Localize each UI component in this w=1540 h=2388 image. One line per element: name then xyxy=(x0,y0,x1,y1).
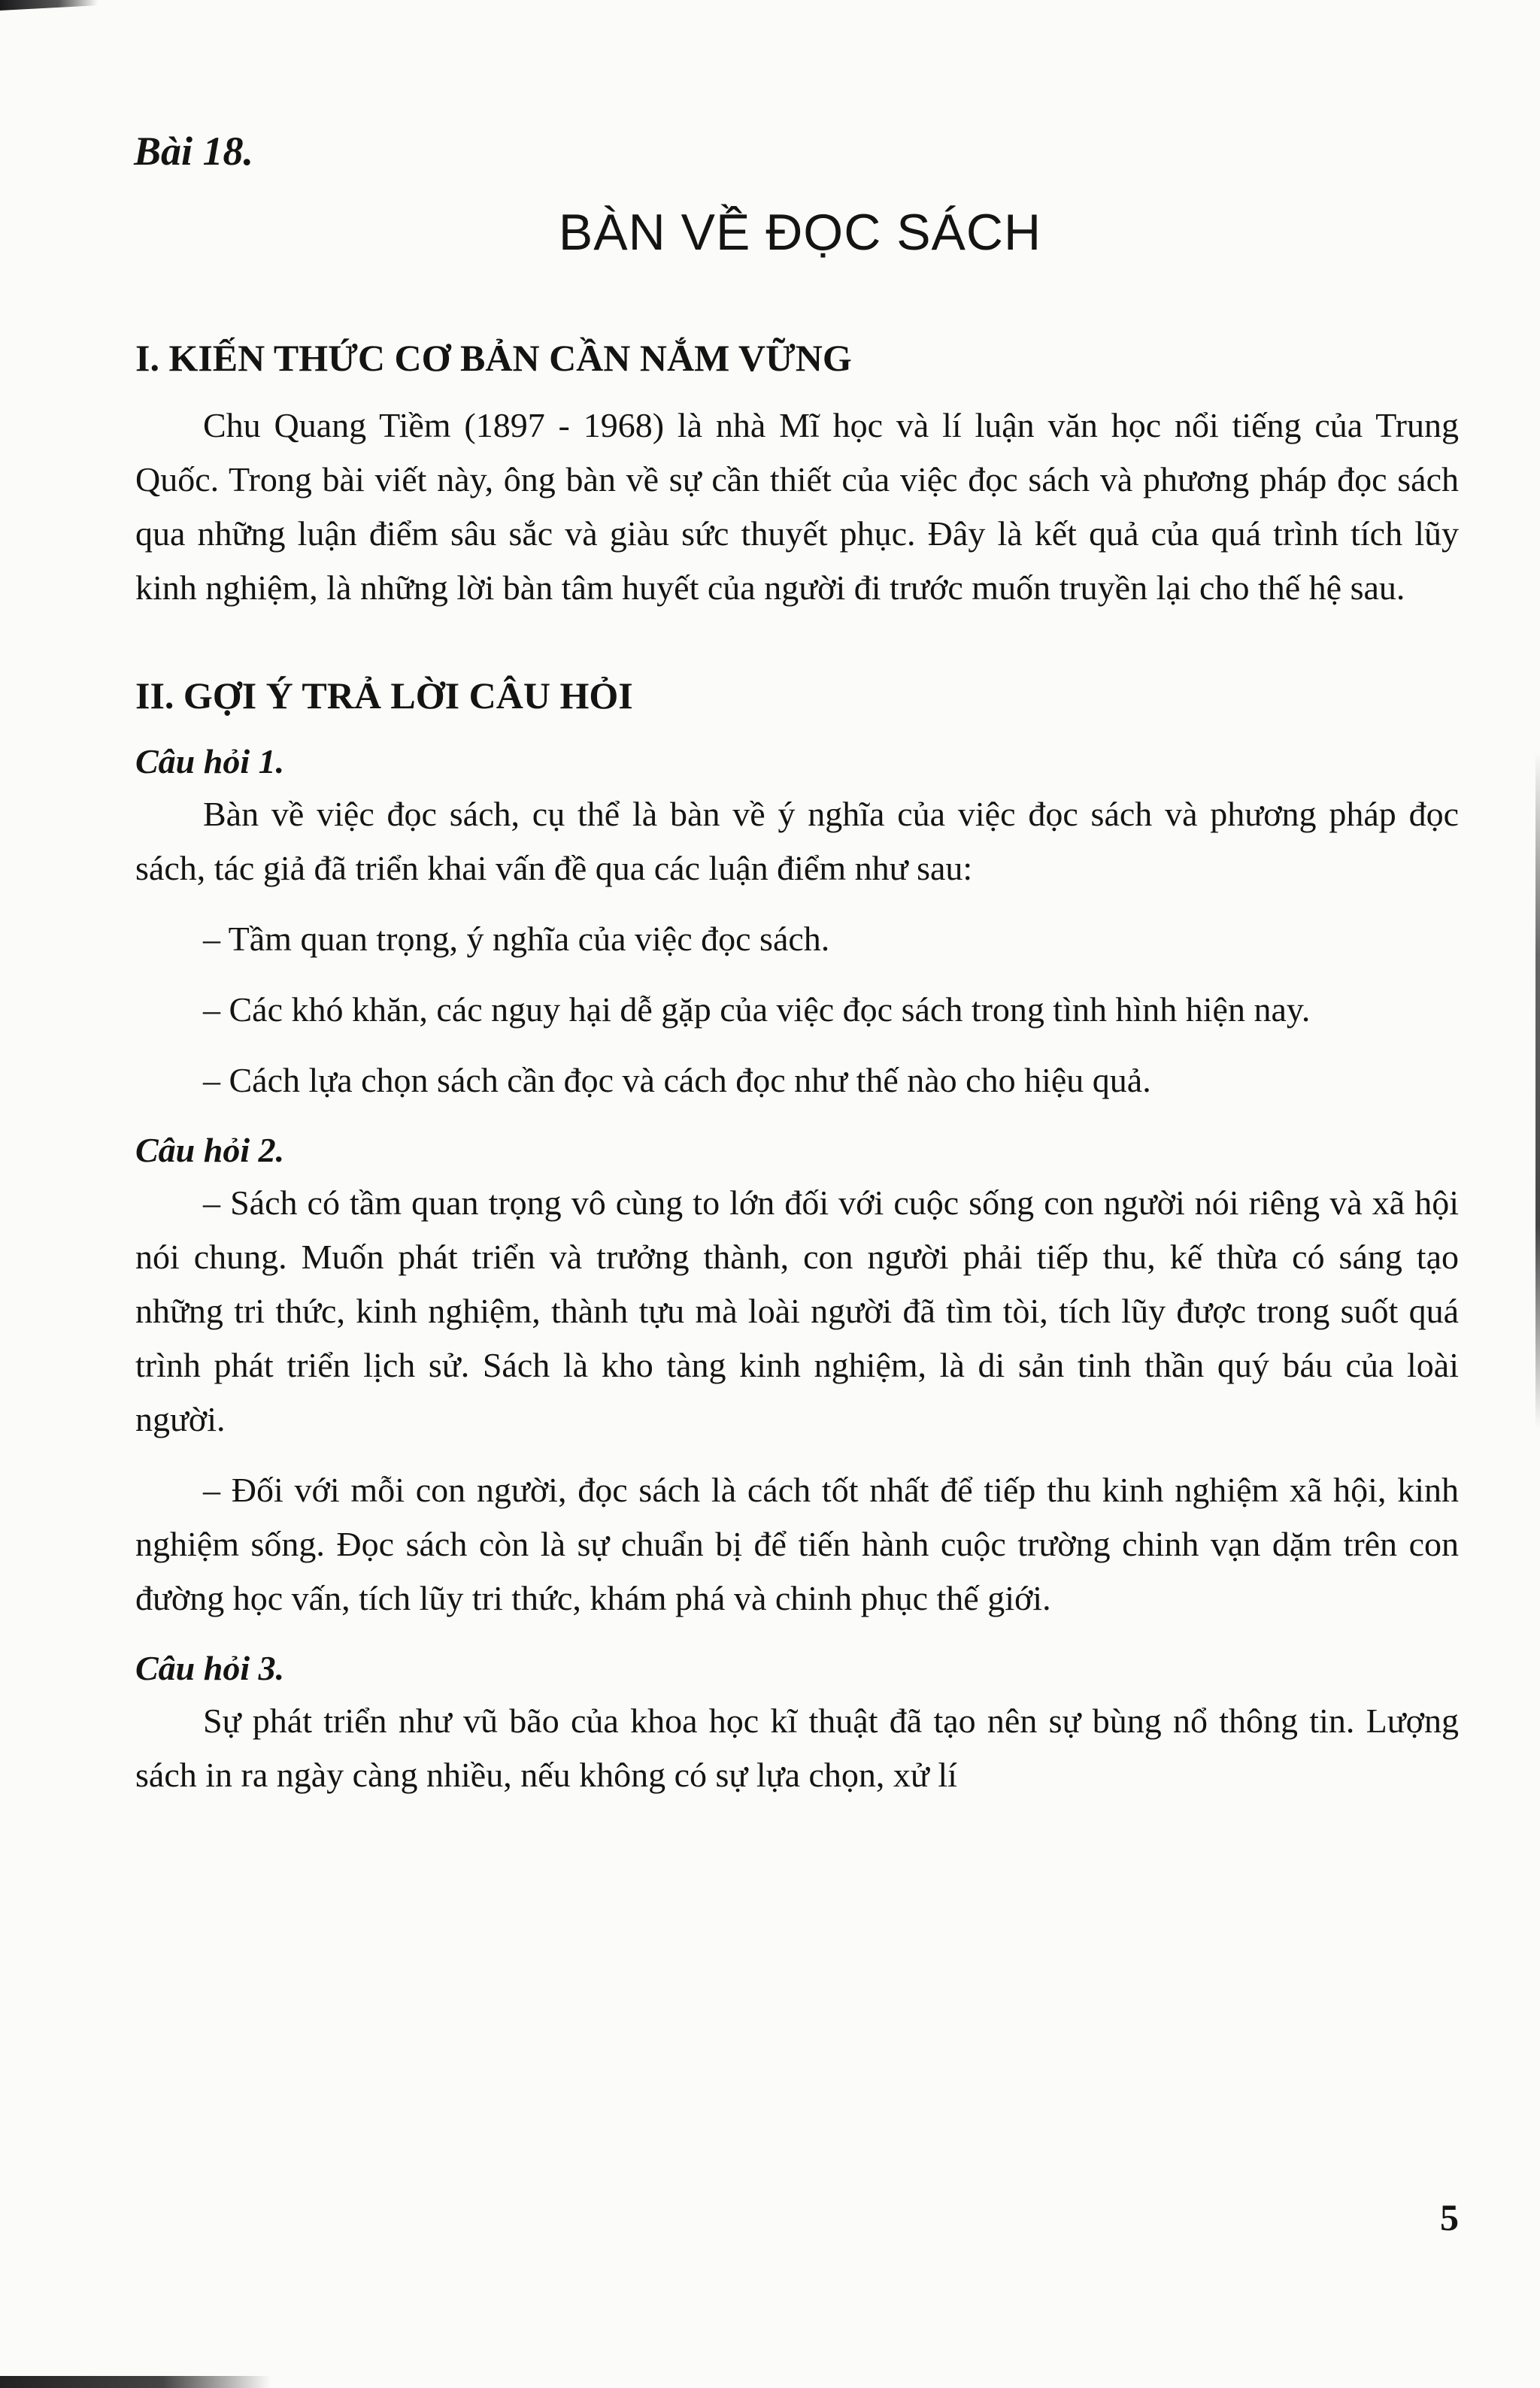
section-heading-knowledge: I. KIẾN THỨC CƠ BẢN CẦN NẮM VỮNG xyxy=(135,337,852,379)
question-1-point: – Cách lựa chọn sách cần đọc và cách đọc như thế nào cho hiệu quả. xyxy=(203,1061,1151,1099)
question-1-point: – Tầm quan trọng, ý nghĩa của việc đọc sách. xyxy=(203,920,830,958)
question-label-1: Câu hỏi 1. xyxy=(135,742,285,780)
question-label-2: Câu hỏi 2. xyxy=(135,1131,285,1169)
section-spacer xyxy=(135,632,1459,672)
main-content xyxy=(135,335,1459,1819)
question-2-point: – Đối với mỗi con người, đọc sách là cách tốt nhất để tiếp thu kinh nghiệm xã hội, kinh nghiệm sống. Đọc sách còn là sự chuẩn bị để tiến hành cuộc trường chinh vạn dặm trên con đường học vấn, tích lũy tri thức, khám phá và chinh phục thế giới. xyxy=(135,1471,1459,1617)
question-1-point: – Các khó khăn, các nguy hại dễ gặp của việc đọc sách trong tình hình hiện nay. xyxy=(203,990,1311,1029)
section-paragraph-intro: Chu Quang Tiềm (1897 - 1968) là nhà Mĩ học và lí luận văn học nổi tiếng của Trung Quốc. Trong bài viết này, ông bàn về sự cần thiết của việc đọc sách và phương pháp đọc sách qua những luận điểm sâu sắc và giàu sức thuyết phục. Đây là kết quả của quá trình tích lũy kinh nghiệm, là những lời bàn tâm huyết của người đi trước muốn truyền lại cho thế hệ sau. xyxy=(135,405,1459,607)
scan-edge-right xyxy=(1535,752,1540,1429)
lesson-label: Bài 18. xyxy=(134,129,254,174)
question-label-3: Câu hỏi 3. xyxy=(135,1649,285,1687)
scan-edge-top xyxy=(0,0,98,11)
question-2-point: – Sách có tầm quan trọng vô cùng to lớn đối với cuộc sống con người nói riêng và xã hội nói chung. Muốn phát triển và trưởng thành, con người phải tiếp thu, kế thừa có sáng tạo những tri thức, kinh nghiệm, thành tựu mà loài người đã tìm tòi, tích lũy được trong suốt quá trình phát triển lịch sử. Sách là kho tàng kinh nghiệm, là di sản tinh thần quý báu của loài người. xyxy=(135,1183,1459,1438)
scan-edge-bottom xyxy=(0,2376,271,2388)
question-1-intro: Bàn về việc đọc sách, cụ thể là bàn về ý nghĩa của việc đọc sách và phương pháp đọc sách, tác giả đã triển khai vấn đề qua các luận điểm như sau: xyxy=(135,795,1459,887)
question-3-paragraph: Sự phát triển như vũ bão của khoa học kĩ thuật đã tạo nên sự bùng nổ thông tin. Lượng sách in ra ngày càng nhiều, nếu không có sự lựa chọn, xử lí xyxy=(135,1702,1459,1794)
page-title: BÀN VỀ ĐỌC SÁCH xyxy=(558,204,1042,261)
section-heading-answers: II. GỢI Ý TRẢ LỜI CÂU HỎI xyxy=(135,674,633,717)
page-number: 5 xyxy=(1440,2196,1459,2238)
